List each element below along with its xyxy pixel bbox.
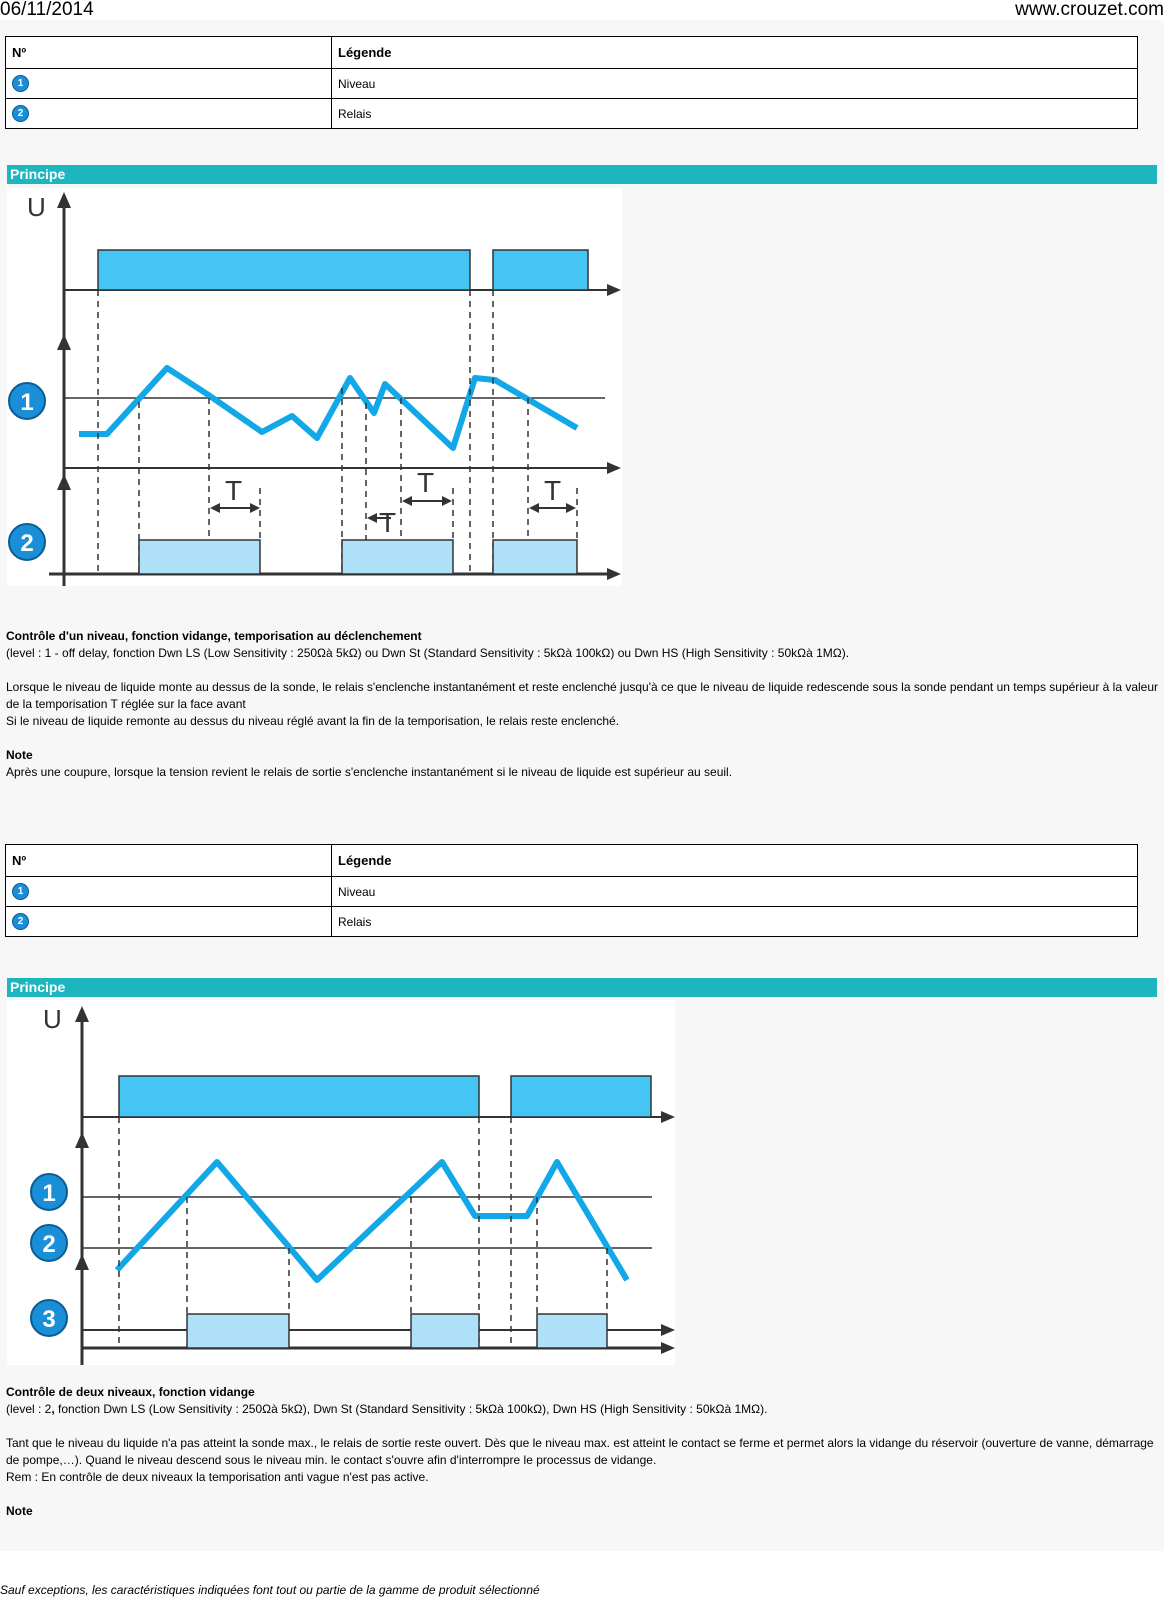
page-content [0,20,1164,1551]
section-subtitle: (level : 1 - off delay, fonction Dwn LS (Low Sensitivity : 250Ωà 5kΩ) ou Dwn St (Standard Sensitivity : 5kΩà 100kΩ) ou Dwn HS (High Sensitivity : 50kΩà 1MΩ). [6,646,850,660]
section2-text [6,1384,1158,1520]
marker-label: 1 [20,389,34,416]
section-title: Contrôle de deux niveaux, fonction vidange [6,1385,255,1399]
site-url: www.crouzet.com [1015,0,1164,20]
section-title: Contrôle d'un niveau, fonction vidange, temporisation au déclenchement [6,629,422,643]
paragraph: Lorsque le niveau de liquide monte au dessus de la sonde, le relais s'enclenche instantanément et reste enclenché jusqu'à ce que le niveau de liquide redescende sous la sonde pendant un temps supérieur à la valeur de la temporisation T réglée sur la face avant [6,680,1159,711]
legend-label: Relais [332,99,1138,129]
legend-label: Relais [332,907,1138,937]
number-1-icon: 1 [12,883,29,900]
delay-label-t: T [544,475,562,506]
note-title: Note [6,1504,33,1518]
marker-label: 1 [42,1180,56,1207]
axis-label-u: U [27,192,46,222]
section-bar-principe: Principe [7,978,1157,997]
number-2-icon: 2 [12,105,29,122]
legend-header-row [6,37,1138,69]
relay-bar [493,540,577,574]
relay-bar [342,540,453,574]
timing-diagram-2 [7,1000,675,1365]
number-2-icon: 2 [12,913,29,930]
paragraph: Si le niveau de liquide remonte au dessus du niveau réglé avant la fin de la temporisation, le relais reste enclenché. [6,714,620,728]
legend-col-label: Légende [332,37,1138,69]
table-row [6,907,1138,937]
supply-bar [511,1076,651,1117]
relay-bar [139,540,260,574]
note-text: Après une coupure, lorsque la tension revient le relais de sortie s'enclenche instantanément si le niveau de liquide est supérieur au seuil. [6,765,733,779]
page-footer: Sauf exceptions, les caractéristiques indiquées font tout ou partie de la gamme de produit sélectionné [0,1583,540,1597]
legend-table-2 [5,844,1138,937]
page-header [0,0,1164,20]
legend-col-label: Légende [332,845,1138,877]
relay-bar [537,1314,607,1348]
supply-bar [119,1076,479,1117]
table-row [6,877,1138,907]
number-1-icon: 1 [12,75,29,92]
section-subtitle-c: fonction Dwn LS (Low Sensitivity : 250Ωà 5kΩ), Dwn St (Standard Sensitivity : 5kΩà 100kΩ), Dwn HS (High Sensitivity : 50kΩà 1MΩ). [54,1402,768,1416]
relay-bar [411,1314,479,1348]
axis-label-u: U [43,1004,62,1034]
legend-col-num: Nº [6,37,332,69]
paragraph: Rem : En contrôle de deux niveaux la temporisation anti vague n'est pas active. [6,1470,429,1484]
print-date: 06/11/2014 [0,0,94,20]
marker-label: 2 [42,1231,56,1258]
delay-label-t: T [225,475,243,506]
section-bar-principe: Principe [7,165,1157,184]
legend-col-num: Nº [6,845,332,877]
delay-label-t: T [417,467,435,498]
marker-label: 3 [42,1306,56,1333]
table-row [6,99,1138,129]
legend-label: Niveau [332,69,1138,99]
marker-label: 2 [20,530,34,557]
legend-label: Niveau [332,877,1138,907]
legend-header-row [6,845,1138,877]
section-subtitle-a: (level : 2 [6,1402,52,1416]
supply-bar [98,250,470,290]
supply-bar [493,250,588,290]
delay-label-t: T [379,507,397,538]
section1-text [6,628,1158,781]
paragraph: Tant que le niveau du liquide n'a pas atteint la sonde max., le relais de sortie reste ouvert. Dès que le niveau max. est atteint le contact se ferme et permet alors la vidange du réservoir (ouverture de vanne, démarrage de pompe,…). Quand le niveau descend sous le niveau min. le contact s'ouvre afin d'interrompre le processus de vidange. [6,1436,1154,1467]
relay-bar [187,1314,289,1348]
timing-diagram-1 [7,188,622,586]
section-subtitle-b: , [51,1402,55,1416]
note-title: Note [6,748,33,762]
legend-table-1 [5,36,1138,129]
table-row [6,69,1138,99]
